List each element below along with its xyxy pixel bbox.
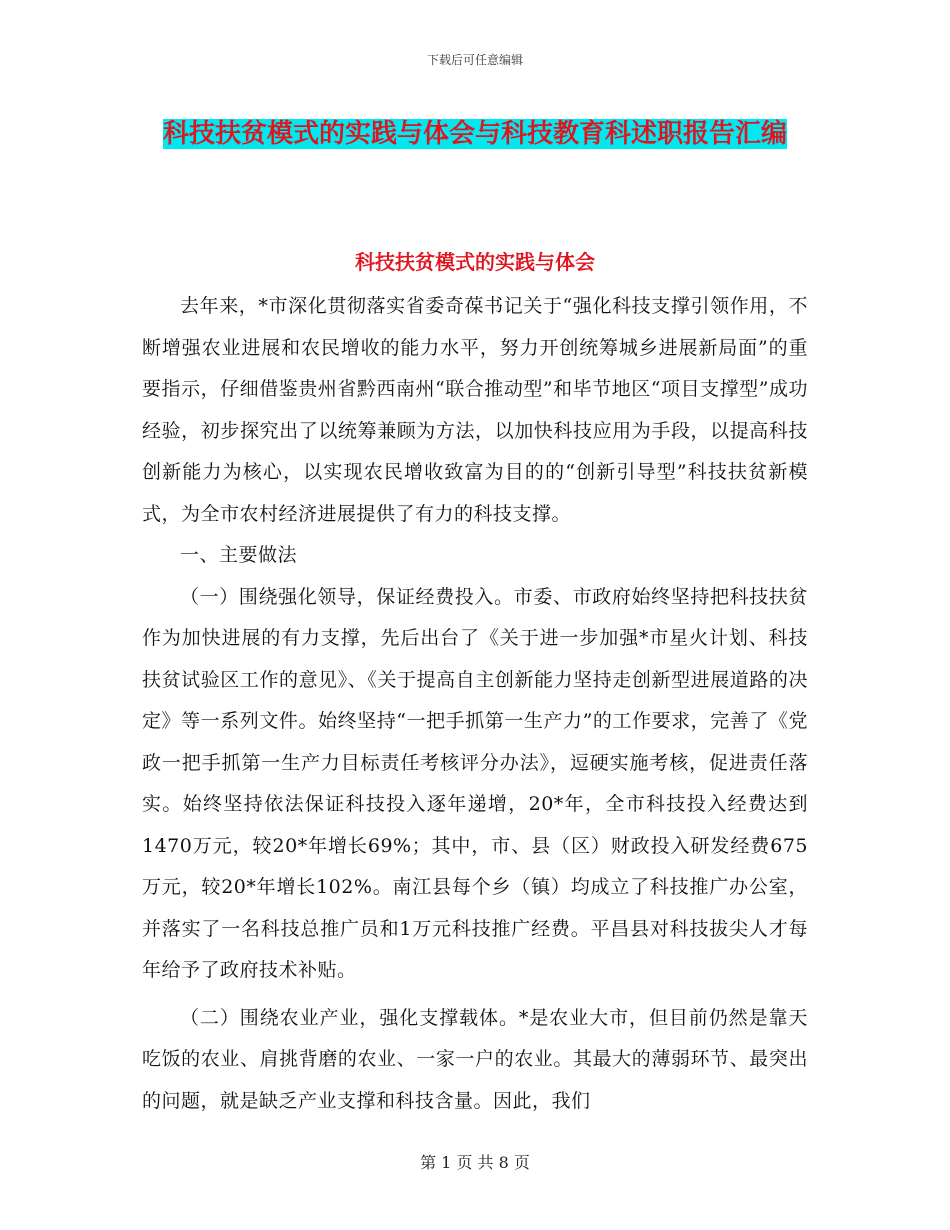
paragraph-heading: 一、主要做法	[180, 544, 298, 566]
header-note: 下载后可任意编辑	[426, 53, 523, 67]
paragraph: （二）围绕农业产业，强化支撑载体。*是农业大市，但目前仍然是靠天吃饭的农业、肩挑背磨的农业、一家一户的农业。其最大的薄弱环节、最突出的问题，就是缺乏产业支撑和科技含量。因此，我们	[142, 1006, 808, 1112]
page-footer: 第 1 页 共 8 页	[420, 1153, 530, 1172]
paragraph: （一）围绕强化领导，保证经费投入。市委、市政府始终坚持把科技扶贫作为加快进展的有力支撑，先后出台了《关于进一步加强*市星火计划、科技扶贫试验区工作的意见》、《关于提高自主创新能力坚持走创新型进展道路的决定》等一系列文件。始终坚持“一把手抓第一生产力”的工作要求，完善了《党政一把手抓第一生产力目标责任考核评分办法》，逗硬实施考核，促进责任落实。始终坚持依法保证科技投入逐年递增，20*年，全市科技投入经费达到1470万元，较20*年增长69%；其中，市、县（区）财政投入研发经费675万元，较20*年增长102%。南江县每个乡（镇）均成立了科技推广办公室，并落实了一名科技总推广员和1万元科技推广经费。平昌县对科技拔尖人才每年给予了政府技术补贴。	[142, 585, 808, 981]
document-body	[142, 286, 808, 1122]
paragraph: 去年来，*市深化贯彻落实省委奇葆书记关于“强化科技支撑引领作用，不断增强农业进展和农民增收的能力水平，努力开创统筹城乡进展新局面”的重要指示，仔细借鉴贵州省黔西南州“联合推动型”和毕节地区“项目支撑型”成功经验，初步探究出了以统筹兼顾为方法，以加快科技应用为手段，以提高科技创新能力为核心，以实现农民增收致富为目的的“创新引导型”科技扶贫新模式，为全市农村经济进展提供了有力的科技支撑。	[142, 295, 808, 525]
section-title: 科技扶贫模式的实践与体会	[355, 250, 595, 274]
document-title-text: 科技扶贫模式的实践与体会与科技教育科述职报告汇编	[162, 119, 787, 149]
document-title	[120, 112, 830, 156]
